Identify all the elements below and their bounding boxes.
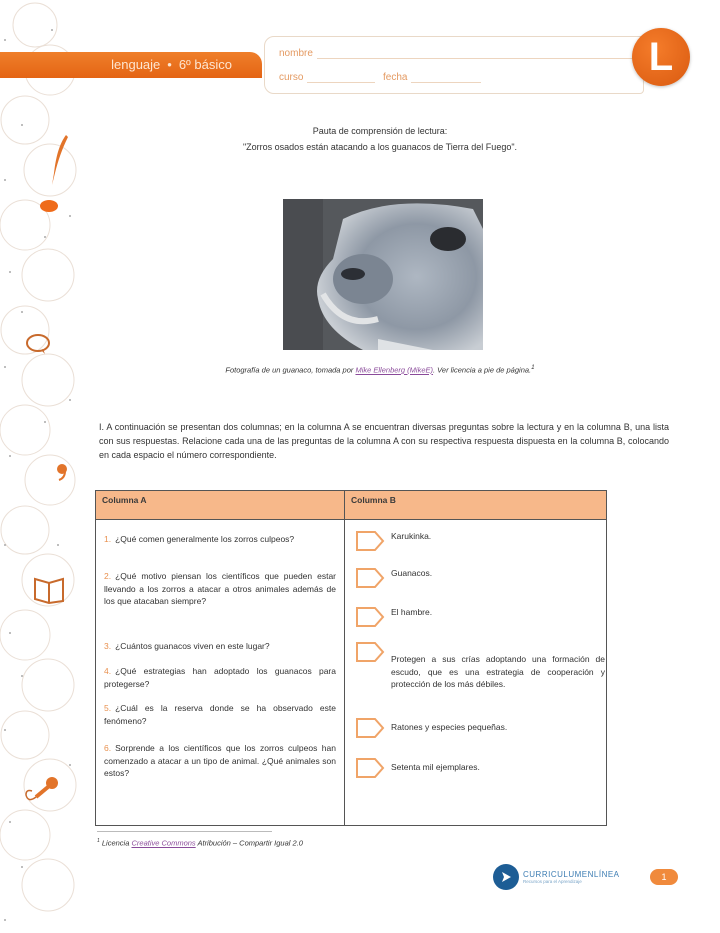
footnote-prefix: Licencia bbox=[101, 838, 132, 848]
answer-text: Guanacos. bbox=[391, 568, 433, 578]
answer-number-slot-2[interactable] bbox=[355, 567, 385, 589]
answer-4 bbox=[355, 641, 605, 691]
open-book-icon bbox=[31, 575, 67, 605]
answer-text: Setenta mil ejemplares. bbox=[391, 762, 480, 772]
answer-5 bbox=[355, 717, 507, 739]
fecha-input-line[interactable] bbox=[411, 72, 481, 83]
nombre-field[interactable] bbox=[279, 48, 637, 59]
answer-1 bbox=[355, 530, 431, 552]
curso-label: curso bbox=[279, 72, 304, 83]
question-3: 3. ¿Cuántos guanacos viven en este lugar? bbox=[104, 641, 270, 651]
fecha-label: fecha bbox=[383, 72, 408, 83]
microphone-icon bbox=[22, 775, 62, 805]
ink-blot-icon bbox=[38, 198, 60, 214]
speech-bubble-icon bbox=[25, 333, 51, 355]
curso-field[interactable] bbox=[279, 72, 375, 83]
question-6: 6. Sorprende a los científicos que los zorros culpeos han comenzado a atacar a un tipo de animal. ¿Qué animales son estos? bbox=[104, 743, 336, 778]
answer-2 bbox=[355, 567, 432, 589]
column-b-cell bbox=[345, 520, 607, 826]
photo-author-link[interactable]: Mike Ellenberg (MikeE) bbox=[355, 365, 433, 375]
instructions-paragraph: I. A continuación se presentan dos columnas; en la columna A se encuentran diversas preguntas sobre la lectura y en la columna B, una lista con sus respuestas. Relacione cada una de las preguntas de la columna A con su respectiva respuesta dispuesta en la columna B, colocando en cada espacio el número correspondiente. bbox=[99, 422, 669, 460]
grade-label: 6º básico bbox=[178, 57, 232, 72]
answer-6 bbox=[355, 757, 480, 779]
answer-number-slot-1[interactable] bbox=[355, 530, 385, 552]
answer-text: El hambre. bbox=[391, 607, 433, 617]
document-subtitle: "Zorros osados están atacando a los guanacos de Tierra del Fuego". bbox=[242, 142, 518, 152]
caption-footnote-ref: 1 bbox=[531, 364, 535, 371]
answer-text: Ratones y especies pequeñas. bbox=[391, 722, 508, 732]
answer-number-slot-4[interactable] bbox=[355, 641, 385, 663]
nombre-label: nombre bbox=[279, 48, 313, 59]
question-2: 2. ¿Qué motivo piensan los científicos que pueden estar llevando a los zorros a atacar a otros animales además de los que atacaban siempre? bbox=[104, 571, 336, 606]
column-a-cell bbox=[96, 520, 345, 826]
creative-commons-link[interactable]: Creative Commons bbox=[131, 838, 196, 848]
column-b-header: Columna B bbox=[345, 491, 607, 520]
comma-icon bbox=[55, 463, 69, 481]
subject-label: lenguaje bbox=[111, 57, 161, 72]
footnote-number: 1 bbox=[97, 838, 100, 844]
question-1: 1. ¿Qué comen generalmente los zorros culpeos? bbox=[104, 534, 295, 544]
answer-number-slot-6[interactable] bbox=[355, 757, 385, 779]
document-title: Pauta de comprensión de lectura: bbox=[312, 126, 448, 136]
matching-table bbox=[95, 490, 607, 826]
answer-text: Karukinka. bbox=[391, 531, 432, 541]
play-arrow-icon bbox=[493, 864, 519, 890]
answer-number-slot-3[interactable] bbox=[355, 606, 385, 628]
brand-name: CURRICULUMENLÍNEA bbox=[523, 870, 620, 879]
quill-pen-icon bbox=[48, 133, 70, 188]
guanaco-photo bbox=[283, 199, 483, 350]
answer-text: Protegen a sus crías adoptando una formación de escudo, que es una estrategia de cooperación y protección de los más débiles. bbox=[391, 654, 605, 689]
question-4: 4. ¿Qué estrategias han adoptado los guanacos para protegerse? bbox=[104, 666, 336, 689]
answer-number-slot-5[interactable] bbox=[355, 717, 385, 739]
page-number-badge: 1 bbox=[650, 869, 678, 885]
photo-caption bbox=[140, 364, 620, 375]
question-5: 5. ¿Cuál es la reserva donde se ha observado este fenómeno? bbox=[104, 703, 336, 726]
subject-banner bbox=[0, 52, 262, 78]
footnote bbox=[97, 838, 303, 848]
brand-subtitle: Recursos para el Aprendizaje bbox=[523, 879, 582, 884]
curriculum-en-linea-logo bbox=[493, 864, 620, 890]
fecha-field[interactable] bbox=[383, 72, 481, 83]
student-info-form bbox=[264, 36, 644, 94]
curso-input-line[interactable] bbox=[307, 72, 375, 83]
answer-3 bbox=[355, 606, 432, 628]
footnote-suffix: Atribución – Compartir Igual 2.0 bbox=[195, 838, 303, 848]
language-logo-badge: L bbox=[632, 28, 690, 86]
caption-prefix: Fotografía de un guanaco, tomada por bbox=[225, 365, 356, 375]
column-a-header: Columna A bbox=[96, 491, 345, 520]
nombre-input-line[interactable] bbox=[317, 48, 637, 59]
footnote-divider bbox=[97, 831, 272, 832]
separator-dot: • bbox=[167, 57, 172, 72]
caption-suffix: . Ver licencia a pie de página. bbox=[433, 365, 532, 375]
